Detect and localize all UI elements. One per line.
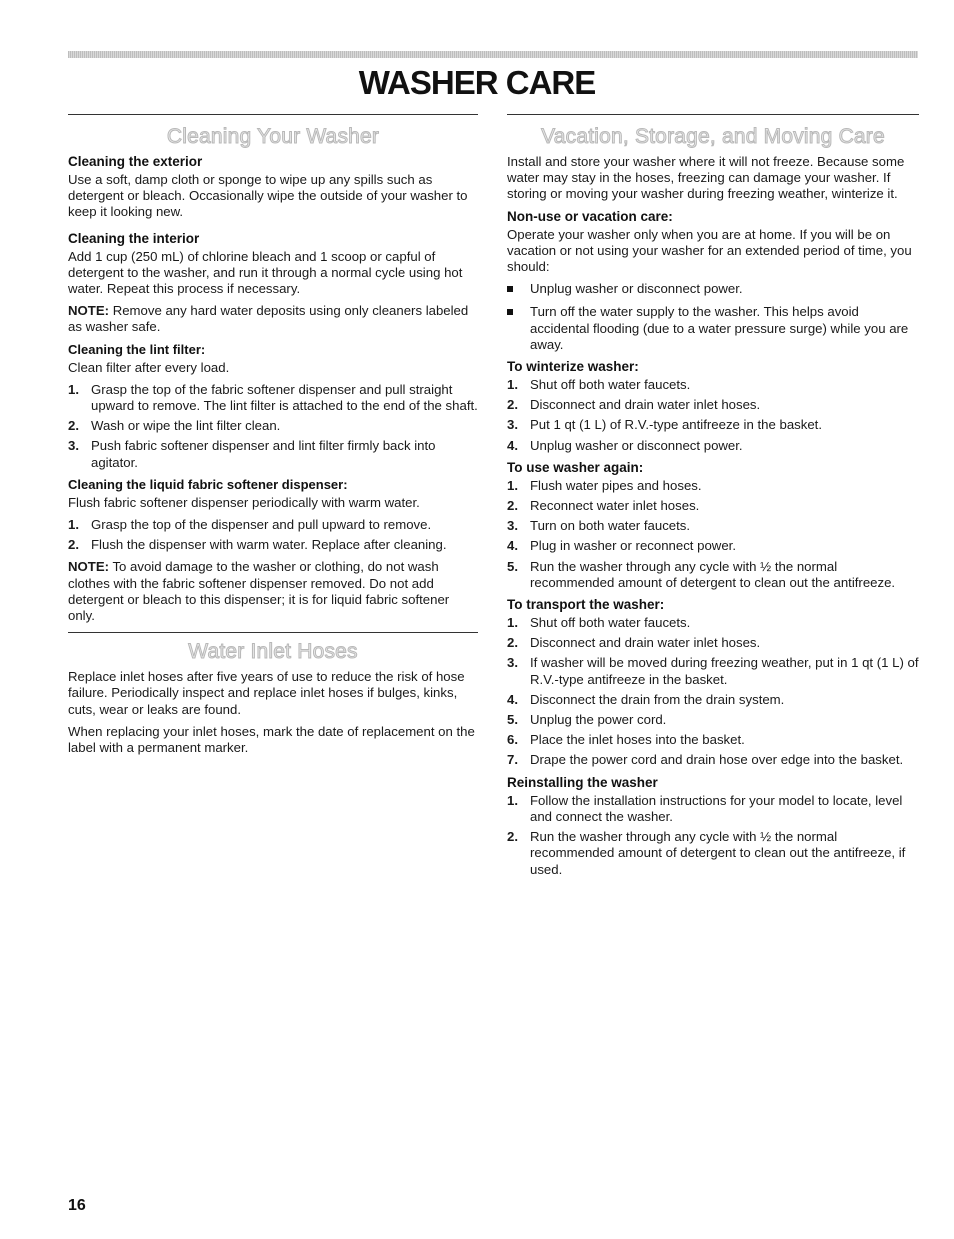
bullet-icon xyxy=(507,286,513,292)
heading-winterize: To winterize washer: xyxy=(507,359,639,375)
list-item: 4. Unplug washer or disconnect power. xyxy=(507,437,743,453)
list-item: 5. Unplug the power cord. xyxy=(507,712,667,728)
softener-steps xyxy=(68,517,478,553)
nonuse-bullets xyxy=(507,281,919,353)
list-item: 1. Follow the installation instructions for your model to locate, level and connect the washer. xyxy=(507,792,903,824)
list-item: 5. Run the washer through any cycle with ½ the normal recommended amount of detergent to clean out the antifreeze. xyxy=(507,558,896,590)
note-text: Remove any hard water deposits using only cleaners labeled as washer safe. xyxy=(68,303,469,335)
list-item: 4. Plug in washer or reconnect power. xyxy=(507,538,736,554)
list-item: 1. Shut off both water faucets. xyxy=(507,377,691,393)
section-title-vacation: Vacation, Storage, and Moving Care xyxy=(541,125,885,148)
page-number: 16 xyxy=(68,1197,86,1214)
list-item: 1. Shut off both water faucets. xyxy=(507,615,691,631)
heading-cleaning-lint: Cleaning the lint filter: xyxy=(68,341,206,357)
heading-cleaning-exterior: Cleaning the exterior xyxy=(68,154,203,169)
winterize-steps xyxy=(507,377,919,454)
list-item: 1. Grasp the top of the fabric softener dispenser and pull straight upward to remove. The lint filter is attached to the end of the shaft. xyxy=(68,381,478,414)
lint-steps xyxy=(68,382,478,471)
transport-steps xyxy=(507,615,919,769)
text-hoses-1: Replace inlet hoses after five years of use to reduce the risk of hose failure. Periodically inspect and replace inlet hoses if bulges, kinks, cuts, wear or leaks are found. xyxy=(68,669,465,717)
note-label: NOTE: xyxy=(68,559,110,575)
list-item: 1. Flush water pipes and hoses. xyxy=(507,477,702,493)
note-interior xyxy=(68,303,478,335)
list-item: 2. Reconnect water inlet hoses. xyxy=(507,498,700,514)
list-item: 3. If washer will be moved during freezing weather, put in 1 qt (1 L) of R.V.-type antifreeze in the basket. xyxy=(507,655,919,687)
list-item: Turn off the water supply to the washer. This helps avoid accidental flooding (due to a water pressure surge) while you are away. xyxy=(507,304,919,353)
list-item: 2. Run the washer through any cycle with ½ the normal recommended amount of detergent to clean out the antifreeze, if used. xyxy=(507,829,906,877)
section-title-hoses: Water Inlet Hoses xyxy=(188,640,358,664)
note-text: To avoid damage to the washer or clothing, do not wash clothes with the fabric softener dispenser removed. Do not add detergent or bleach to this dispenser; it is for liquid fabric softener only. xyxy=(68,559,450,624)
text-softener-intro: Flush fabric softener dispenser periodically with warm water. xyxy=(68,494,420,510)
list-item: 2. Flush the dispenser with warm water. Replace after cleaning. xyxy=(68,537,447,553)
reinstall-steps xyxy=(507,793,919,878)
use-again-steps xyxy=(507,478,919,591)
heading-reinstall: Reinstalling the washer xyxy=(507,774,658,790)
left-column xyxy=(68,122,478,762)
text-vacation-intro: Install and store your washer where it will not freeze. Because some water may stay in the hoses, freezing can damage your washer. If storing or moving your washer during freezing weather, winterize it. xyxy=(507,154,905,202)
note-softener xyxy=(68,559,478,624)
list-item: 3. Put 1 qt (1 L) of R.V.-type antifreeze in the basket. xyxy=(507,417,822,433)
bullet-icon xyxy=(507,309,513,315)
list-item: 3. Push fabric softener dispenser and lint filter firmly back into agitator. xyxy=(68,438,436,470)
text-cleaning-exterior: Use a soft, damp cloth or sponge to wipe up any spills such as detergent or bleach. Occasionally wipe the outside of your washer to keep it looking new. xyxy=(68,172,468,220)
text-cleaning-interior: Add 1 cup (250 mL) of chlorine bleach and 1 scoop or capful of detergent to the washer, and run it through a normal cycle using hot water. Repeat this process if necessary. xyxy=(68,248,463,297)
list-item: 2. Disconnect and drain water inlet hoses. xyxy=(507,635,761,651)
section-divider xyxy=(68,632,478,633)
list-item: 6. Place the inlet hoses into the basket. xyxy=(507,732,745,748)
text-lint-intro: Clean filter after every load. xyxy=(68,359,230,375)
heading-use-again: To use washer again: xyxy=(507,459,644,475)
list-item: 7. Drape the power cord and drain hose over edge into the basket. xyxy=(507,752,904,768)
left-column-top-rule xyxy=(68,114,478,115)
page-title: WASHER CARE xyxy=(358,64,596,101)
list-item: 2. Disconnect and drain water inlet hoses. xyxy=(507,397,761,413)
text-nonuse: Operate your washer only when you are at home. If you will be on vacation or not using your washer for an extended period of time, you should: xyxy=(507,226,912,275)
section-title-cleaning: Cleaning Your Washer xyxy=(166,125,380,148)
heading-cleaning-interior: Cleaning the interior xyxy=(68,230,200,246)
list-item: Unplug washer or disconnect power. xyxy=(507,281,919,297)
right-column-top-rule xyxy=(507,114,919,115)
right-column xyxy=(507,122,919,884)
note-label: NOTE: xyxy=(68,303,110,319)
list-item: 2. Wash or wipe the lint filter clean. xyxy=(68,418,281,434)
heading-cleaning-softener: Cleaning the liquid fabric softener dispenser: xyxy=(68,476,348,492)
list-item: 1. Grasp the top of the dispenser and pull upward to remove. xyxy=(68,517,432,533)
heading-nonuse: Non-use or vacation care: xyxy=(507,208,673,224)
header-decorative-bar xyxy=(68,51,918,58)
list-item: 4. Disconnect the drain from the drain system. xyxy=(507,691,785,707)
list-item: 3. Turn on both water faucets. xyxy=(507,518,691,534)
heading-transport: To transport the washer: xyxy=(507,597,665,613)
text-hoses-2: When replacing your inlet hoses, mark the date of replacement on the label with a permanent marker. xyxy=(68,723,475,756)
